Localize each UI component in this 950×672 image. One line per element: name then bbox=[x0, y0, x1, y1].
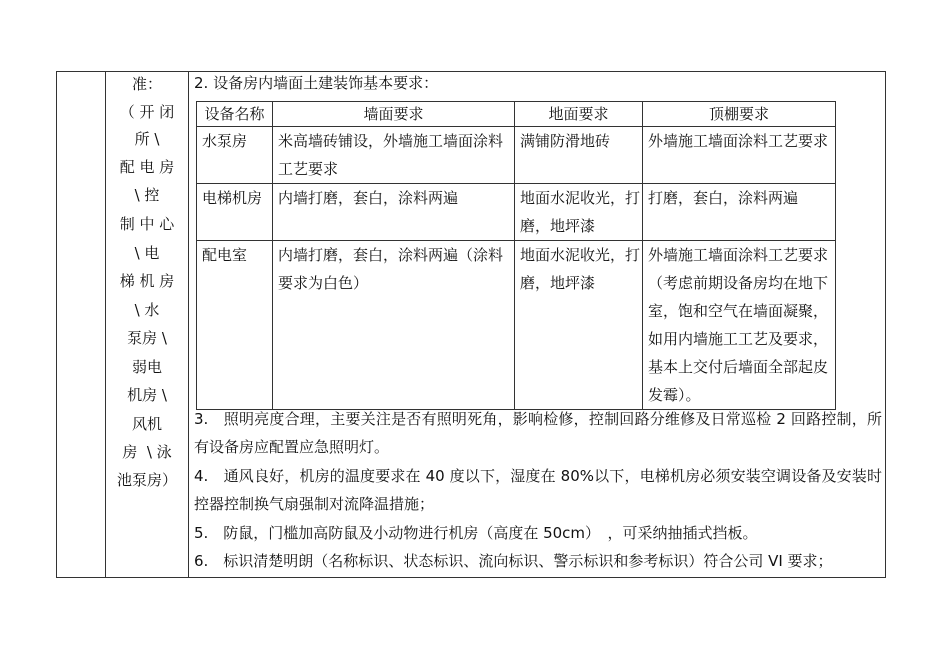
category-line: 梯 机 房 bbox=[119, 272, 175, 290]
table-header-cell: 顶棚要求 bbox=[643, 102, 836, 127]
category-line: 池泵房） bbox=[116, 471, 177, 489]
category-line: 所 \ bbox=[134, 130, 160, 148]
list-item: 4. 通风良好，机房的温度要求在 40 度以下，湿度在 80%以下，电梯机房必须安装空调设备及安装时控器控制换气扇强制对流降温措施； bbox=[194, 467, 882, 513]
table-cell: 地面水泥收光，打磨，地坪漆 bbox=[515, 241, 643, 410]
table-cell: 打磨，套白，涂料两遍 bbox=[643, 184, 836, 241]
table-header-row bbox=[197, 102, 836, 127]
table-row bbox=[197, 241, 836, 410]
category-line: 机房 \ bbox=[127, 386, 167, 404]
category-line: 风机 bbox=[131, 415, 162, 433]
list-item: 6. 标识清楚明朗（名称标识、状态标识、流向标识、警示标识和参考标识）符合公司 VI 要求； bbox=[194, 552, 833, 570]
list-item: 3. 照明亮度合理，主要关注是否有照明死角，影响检修，控制回路分维修及日常巡检 2 回路控制，所有设备房应配置应急照明灯。 bbox=[194, 410, 882, 456]
category-line: \ 水 bbox=[134, 301, 160, 319]
category-line: \ 控 bbox=[134, 186, 160, 204]
category-line: 弱电 bbox=[131, 358, 162, 376]
outer-bottom-border bbox=[56, 577, 886, 578]
table-cell: 内墙打磨，套白，涂料两遍 bbox=[273, 184, 515, 241]
table-cell: 内墙打磨，套白，涂料两遍（涂料要求为白色） bbox=[273, 241, 515, 410]
table-row bbox=[197, 127, 836, 184]
table-header-cell: 设备名称 bbox=[197, 102, 273, 127]
column-divider-2 bbox=[188, 71, 189, 578]
requirements-table bbox=[196, 101, 836, 410]
list-item: 5. 防鼠，门槛加高防鼠及小动物进行机房（高度在 50cm） ，可采纳抽插式挡板。 bbox=[194, 524, 758, 542]
table-cell: 电梯机房 bbox=[197, 184, 273, 241]
table-header-cell: 墙面要求 bbox=[273, 102, 515, 127]
category-line: \ 电 bbox=[134, 244, 160, 262]
table-cell: 外墙施工墙面涂料工艺要求（考虑前期设备房均在地下室，饱和空气在墙面凝聚，如用内墙施工工艺及要求，基本上交付后墙面全部起皮发霉）。 bbox=[643, 241, 836, 410]
table-cell: 地面水泥收光，打磨，地坪漆 bbox=[515, 184, 643, 241]
category-line: 准： bbox=[131, 75, 162, 93]
table-cell: 外墙施工墙面涂料工艺要求 bbox=[643, 127, 836, 184]
category-label bbox=[106, 72, 188, 577]
category-line: （ 开 闭 bbox=[119, 103, 175, 121]
outer-right-border bbox=[885, 71, 886, 578]
table-cell: 满铺防滑地砖 bbox=[515, 127, 643, 184]
category-line: 制 中 心 bbox=[119, 215, 175, 233]
table-header-cell: 地面要求 bbox=[515, 102, 643, 127]
table-cell: 水泵房 bbox=[197, 127, 273, 184]
table-row bbox=[197, 184, 836, 241]
section-heading: 2. 设备房内墙面土建装饰基本要求： bbox=[194, 74, 439, 92]
table-cell: 米高墙砖铺设，外墙施工墙面涂料工艺要求 bbox=[273, 127, 515, 184]
outer-left-border bbox=[56, 71, 57, 578]
category-line: 配 电 房 bbox=[119, 158, 175, 176]
category-line: 房 \ 泳 bbox=[122, 443, 172, 461]
table-cell: 配电室 bbox=[197, 241, 273, 410]
category-line: 泵房 \ bbox=[127, 329, 167, 347]
